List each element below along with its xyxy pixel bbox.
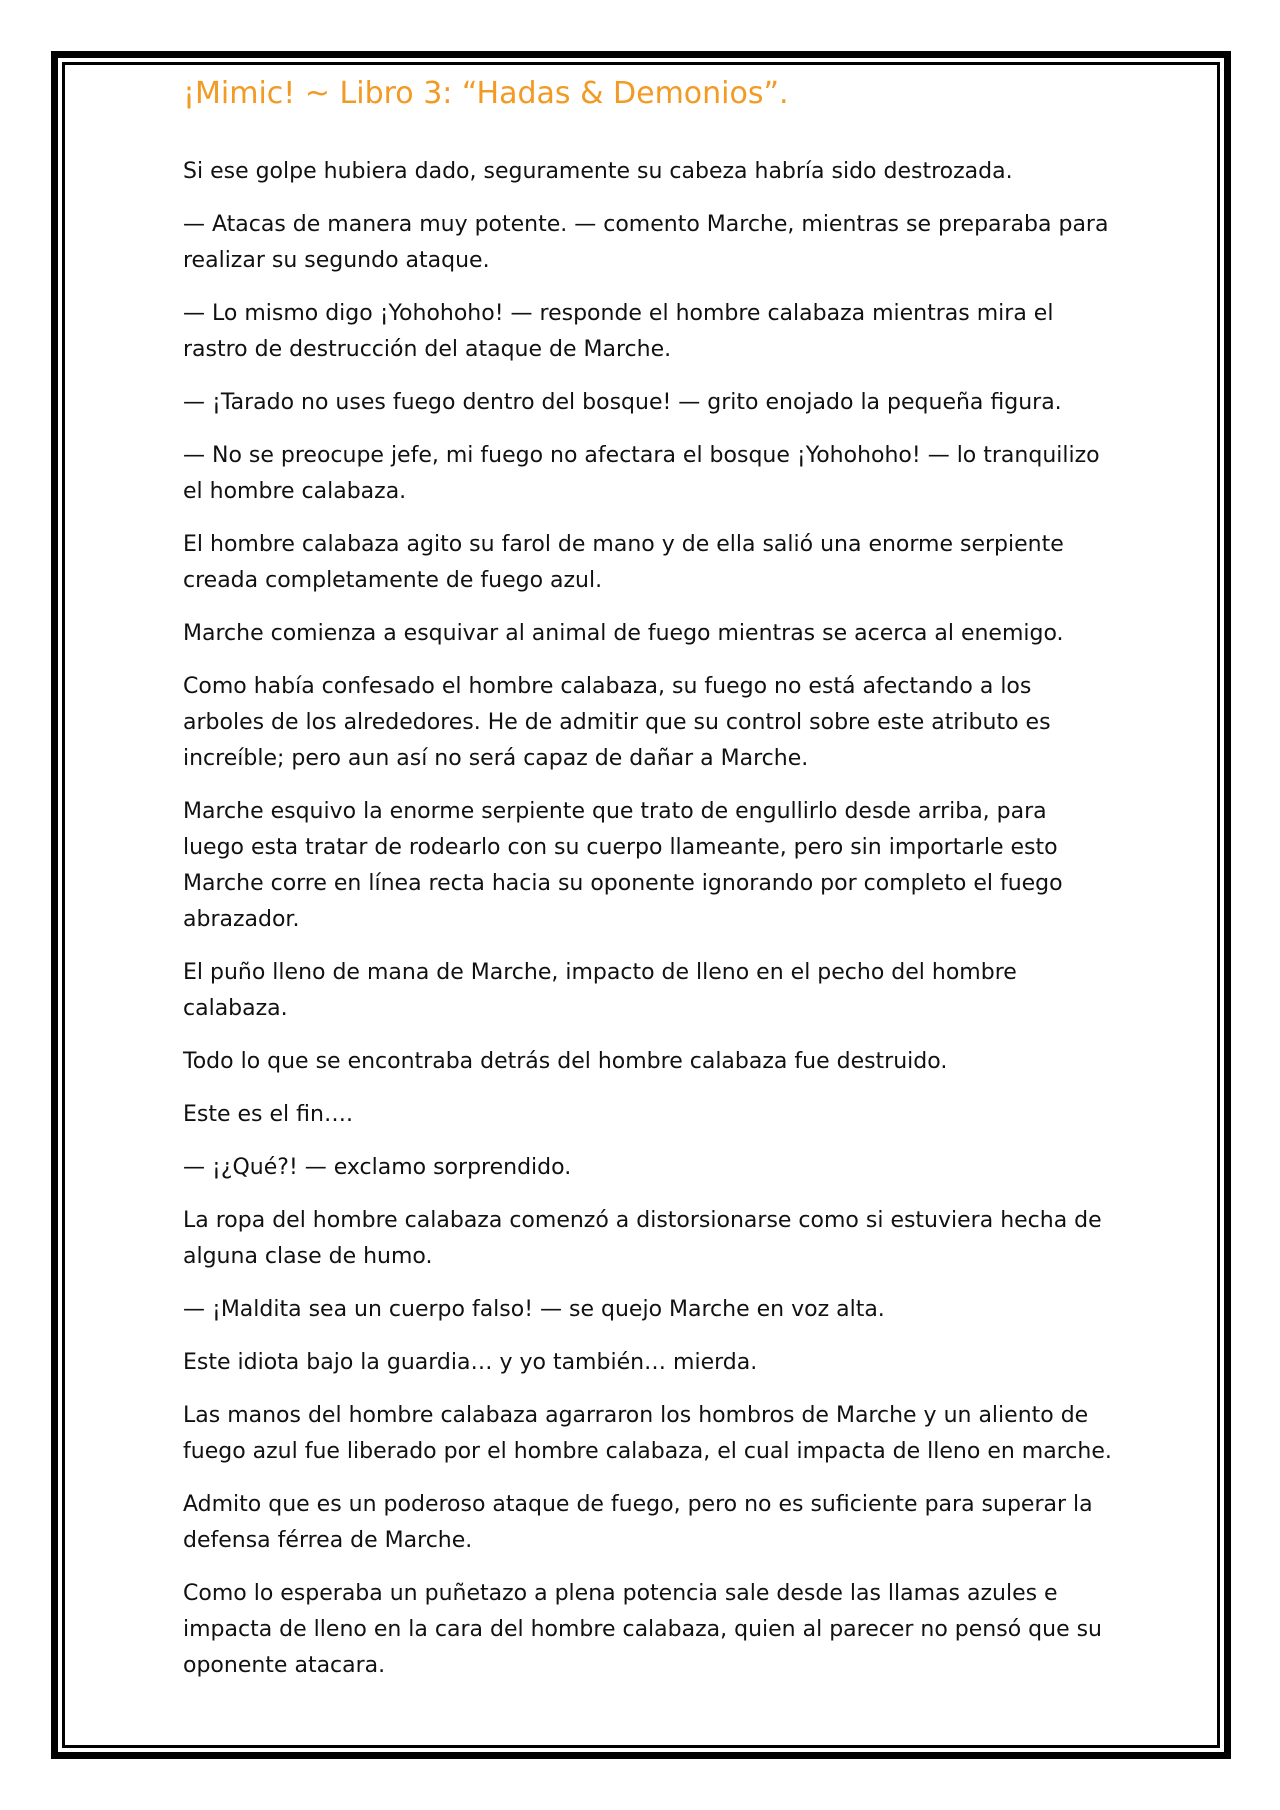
paragraph: El hombre calabaza agito su farol de mano y de ella salió una enorme serpiente creada completamente de fuego azul. (183, 532, 1064, 593)
paragraph: Marche esquivo la enorme serpiente que trato de engullirlo desde arriba, para luego esta tratar de rodearlo con su cuerpo llameante, pero sin importarle esto Marche corre en línea recta hacia su oponente ignorando por completo el fuego abrazador. (183, 799, 1063, 932)
paragraph: La ropa del hombre calabaza comenzó a distorsionarse como si estuviera hecha de alguna clase de humo. (183, 1208, 1102, 1269)
paragraph: — Atacas de manera muy potente. — comento Marche, mientras se preparaba para realizar su segundo ataque. (183, 212, 1109, 273)
paragraph: Como había confesado el hombre calabaza, su fuego no está afectando a los arboles de los alrededores. He de admitir que su control sobre este atributo es increíble; pero aun así no será capaz de dañar a Marche. (183, 674, 1051, 771)
paragraph: Si ese golpe hubiera dado, seguramente su cabeza habría sido destrozada. (183, 159, 1013, 184)
paragraph: — ¡Maldita sea un cuerpo falso! — se quejo Marche en voz alta. (183, 1297, 885, 1322)
paragraph: — No se preocupe jefe, mi fuego no afectara el bosque ¡Yohohoho! — lo tranquilizo el hombre calabaza. (183, 443, 1100, 504)
paragraph: Como lo esperaba un puñetazo a plena potencia sale desde las llamas azules e impacta de lleno en la cara del hombre calabaza, quien al parecer no pensó que su oponente atacara. (183, 1581, 1103, 1678)
paragraph: Marche comienza a esquivar al animal de fuego mientras se acerca al enemigo. (183, 621, 1064, 646)
paragraph: Este es el fin…. (183, 1102, 353, 1127)
paragraph: El puño lleno de mana de Marche, impacto de lleno en el pecho del hombre calabaza. (183, 960, 1017, 1021)
paragraph: Este idiota bajo la guardia… y yo también… mierda. (183, 1350, 758, 1375)
page-header-title: ¡Mimic! ~ Libro 3: “Hadas & Demonios”. (183, 76, 789, 111)
paragraph: Todo lo que se encontraba detrás del hombre calabaza fue destruido. (183, 1049, 948, 1074)
page-content (183, 72, 1113, 1701)
paragraph: — ¡¿Qué?! — exclamo sorprendido. (183, 1155, 572, 1180)
paragraph: — Lo mismo digo ¡Yohohoho! — responde el hombre calabaza mientras mira el rastro de destrucción del ataque de Marche. (183, 301, 1054, 362)
paragraph: Admito que es un poderoso ataque de fuego, pero no es suficiente para superar la defensa férrea de Marche. (183, 1492, 1093, 1553)
paragraph: — ¡Tarado no uses fuego dentro del bosque! — grito enojado la pequeña figura. (183, 390, 1062, 415)
paragraph: Las manos del hombre calabaza agarraron los hombros de Marche y un aliento de fuego azul fue liberado por el hombre calabaza, el cual impacta de lleno en marche. (183, 1403, 1112, 1464)
